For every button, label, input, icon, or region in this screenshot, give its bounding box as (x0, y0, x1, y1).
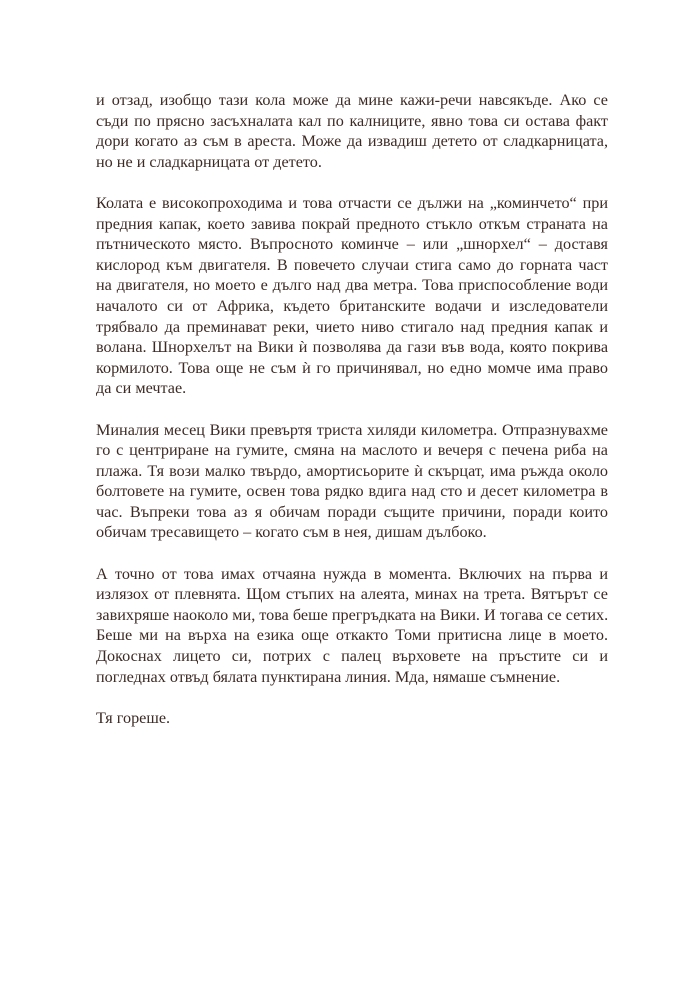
text-line: Колата е високопроходима и това отчасти се дължи на „коминчето“ при (96, 193, 608, 212)
text-line: Беше ми на върха на езика още откакто Томи притисна лице в моето. (96, 626, 608, 645)
text-line: обичам тресавището – когато съм в нея, дишам дълбоко. (96, 523, 487, 542)
text-line: предния капак, което завива покрай предното стъкло откъм страната на (96, 214, 608, 233)
paragraph-4 (96, 564, 608, 688)
text-line: завихряше наоколо ми, това беше прегръдката на Вики. И тогава се сетих. (96, 605, 609, 624)
text-line: излязох от плевнята. Щом стъпих на алеята, минах на трета. Вятърът се (96, 585, 608, 604)
text-line: съди по прясно засъхналата кал по калниците, явно това си остава факт (96, 111, 608, 130)
text-line: кормилото. Това още не съм ѝ го причинявал, но едно момче има право (96, 358, 608, 377)
text-line: дори когато аз съм в ареста. Може да извадиш детето от сладкарницата, (96, 132, 608, 151)
text-line: но не и сладкарницата от детето. (96, 152, 322, 171)
text-line: на двигателя, но моето е дълго над два метра. Това приспособление води (96, 276, 608, 295)
text-line: Тя гореше. (96, 708, 171, 727)
text-line: пътническото място. Въпросното коминче – или „шнорхел“ – доставя (96, 235, 608, 254)
text-line: Миналия месец Вики превъртя триста хиляди километра. Отпразнувахме (96, 420, 608, 439)
paragraph-3 (96, 420, 608, 544)
text-line: волана. Шнорхелът на Вики ѝ позволява да гази във вода, която покрива (96, 338, 608, 357)
text-line: погледнах отвъд бялата пунктирана линия. Мда, нямаше съмнение. (96, 667, 561, 686)
paragraph-1 (96, 90, 608, 172)
paragraph-5 (96, 708, 608, 729)
text-line: кислород към двигателя. В повечето случаи стига само до горната част (96, 255, 608, 274)
text-line: да си мечтае. (96, 379, 187, 398)
text-line: болтовете на гумите, освен това рядко вдига над сто и десет километра в (96, 482, 608, 501)
text-line: плажа. Тя вози малко твърдо, амортисьорите ѝ скърцат, има ръжда около (96, 461, 608, 480)
text-line: и отзад, изобщо тази кола може да мине кажи-речи навсякъде. Ако се (96, 91, 608, 109)
text-line: началото си от Африка, където британските водачи и изследователи (96, 296, 608, 315)
text-line: трябвало да преминават реки, чието ниво стигало над предния капак и (96, 317, 608, 336)
text-line: го с центриране на гумите, смяна на маслото и вечеря с печена риба на (96, 441, 608, 460)
text-line: Докоснах лицето си, потрих с палец върховете на пръстите си и (96, 647, 608, 666)
text-line: А точно от това имах отчаяна нужда в момента. Включих на първа и (96, 564, 608, 583)
text-line: час. Въпреки това аз я обичам поради същите причини, поради които (96, 502, 608, 521)
paragraph-2 (96, 193, 608, 399)
body-text (96, 90, 608, 749)
